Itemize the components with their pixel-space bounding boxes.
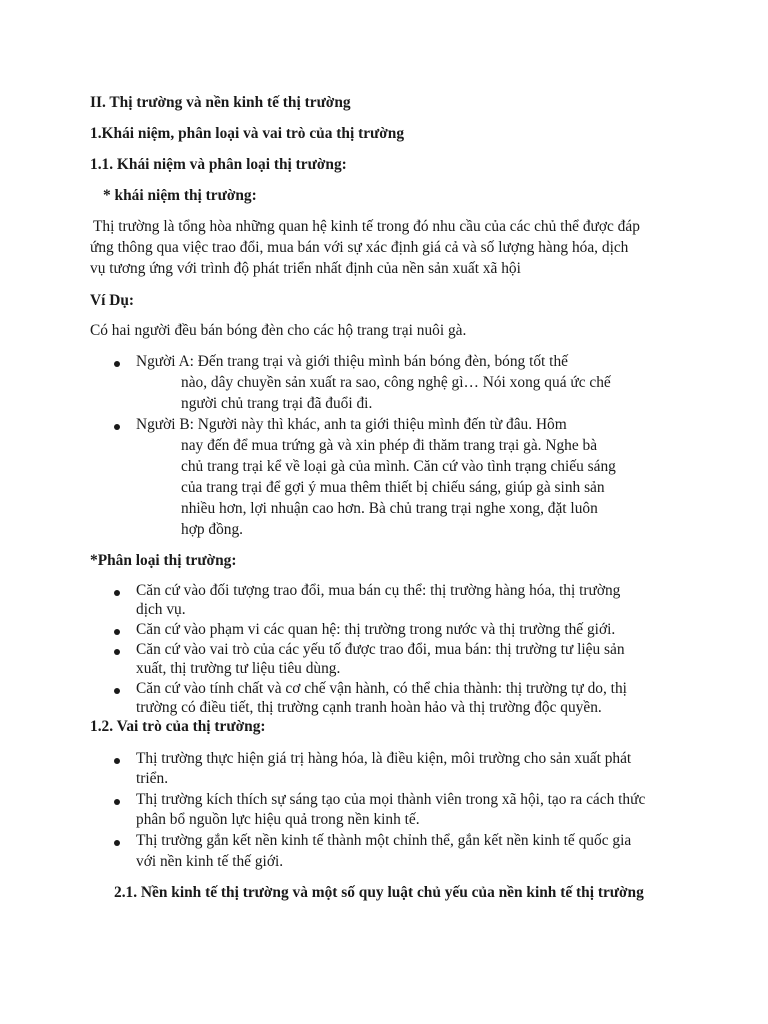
bullet-icon <box>114 649 120 655</box>
example-intro: Có hai người đều bán bóng đèn cho các hộ trang trại nuôi gà. <box>90 322 467 339</box>
role-line: Thị trường kích thích sự sáng tạo của mọi thành viên trong xã hội, tạo ra cách thức <box>136 791 646 808</box>
classification-line: trường có điều tiết, thị trường cạnh tranh hoàn hảo và thị trường độc quyền. <box>136 699 602 716</box>
example-b-line: hợp đồng. <box>181 521 244 538</box>
classification-line: dịch vụ. <box>136 601 186 618</box>
classification-line: Căn cứ vào phạm vi các quan hệ: thị trường trong nước và thị trường thế giới. <box>136 621 616 638</box>
classification-heading: *Phân loại thị trường: <box>90 552 237 569</box>
bullet-icon <box>114 424 120 430</box>
example-b-line: chủ trang trại kể về loại gà của mình. Căn cứ vào tình trạng chiếu sáng <box>181 458 616 475</box>
bullet-icon <box>114 688 120 694</box>
role-line: với nền kinh tế thế giới. <box>136 853 284 870</box>
role-line: triển. <box>136 770 169 787</box>
role-line: phân bổ nguồn lực hiệu quả trong nền kinh tế. <box>136 811 420 828</box>
concept-heading: * khái niệm thị trường: <box>103 187 257 204</box>
classification-line: xuất, thị trường tư liệu tiêu dùng. <box>136 660 341 677</box>
bullet-icon <box>114 840 120 846</box>
example-heading: Ví Dụ: <box>90 292 135 309</box>
bullet-icon <box>114 361 120 367</box>
example-b-line: của trang trại để gợi ý mua thêm thiết bị chiếu sáng, giúp gà sinh sản <box>181 479 605 496</box>
example-a-line: nào, dây chuyền sản xuất ra sao, công nghệ gì… Nói xong quá ức chế <box>181 374 611 391</box>
definition-line: Thị trường là tổng hòa những quan hệ kinh tế trong đó nhu cầu của các chủ thể được đáp <box>93 218 640 235</box>
classification-line: Căn cứ vào đối tượng trao đổi, mua bán cụ thể: thị trường hàng hóa, thị trường <box>136 582 621 599</box>
role-heading: 1.2. Vai trò của thị trường: <box>90 718 266 735</box>
classification-line: Căn cứ vào tính chất và cơ chế vận hành, có thể chia thành: thị trường tự do, thị <box>136 680 627 697</box>
section-heading-2-1: 2.1. Nền kinh tế thị trường và một số quy luật chủ yếu của nền kinh tế thị trường <box>114 884 644 901</box>
section-heading-ii: II. Thị trường và nền kinh tế thị trường <box>90 94 351 111</box>
example-a-line: Người A: Đến trang trại và giới thiệu mình bán bóng đèn, bóng tốt thế <box>136 353 568 370</box>
role-line: Thị trường gắn kết nền kinh tế thành một chỉnh thể, gắn kết nền kinh tế quốc gia <box>136 832 632 849</box>
classification-line: Căn cứ vào vai trò của các yếu tố được trao đổi, mua bán: thị trường tư liệu sản <box>136 641 625 658</box>
bullet-icon <box>114 629 120 635</box>
example-a-line: người chủ trang trại đã đuổi đi. <box>181 395 373 412</box>
example-b-line: nhiều hơn, lợi nhuận cao hơn. Bà chủ trang trại nghe xong, đặt luôn <box>181 500 598 517</box>
bullet-icon <box>114 799 120 805</box>
section-heading-1: 1.Khái niệm, phân loại và vai trò của thị trường <box>90 125 405 142</box>
example-b-line: Người B: Người này thì khác, anh ta giới thiệu mình đến từ đâu. Hôm <box>136 416 567 433</box>
definition-line: vụ tương ứng với trình độ phát triển nhất định của nền sản xuất xã hội <box>90 260 521 277</box>
bullet-icon <box>114 758 120 764</box>
role-line: Thị trường thực hiện giá trị hàng hóa, là điều kiện, môi trường cho sản xuất phát <box>136 750 632 767</box>
bullet-icon <box>114 590 120 596</box>
example-b-line: nay đến để mua trứng gà và xin phép đi thăm trang trại gà. Nghe bà <box>181 437 598 454</box>
definition-line: ứng thông qua việc trao đổi, mua bán với sự xác định giá cả và số lượng hàng hóa, dịch <box>90 239 629 256</box>
section-heading-1-1: 1.1. Khái niệm và phân loại thị trường: <box>90 156 347 173</box>
